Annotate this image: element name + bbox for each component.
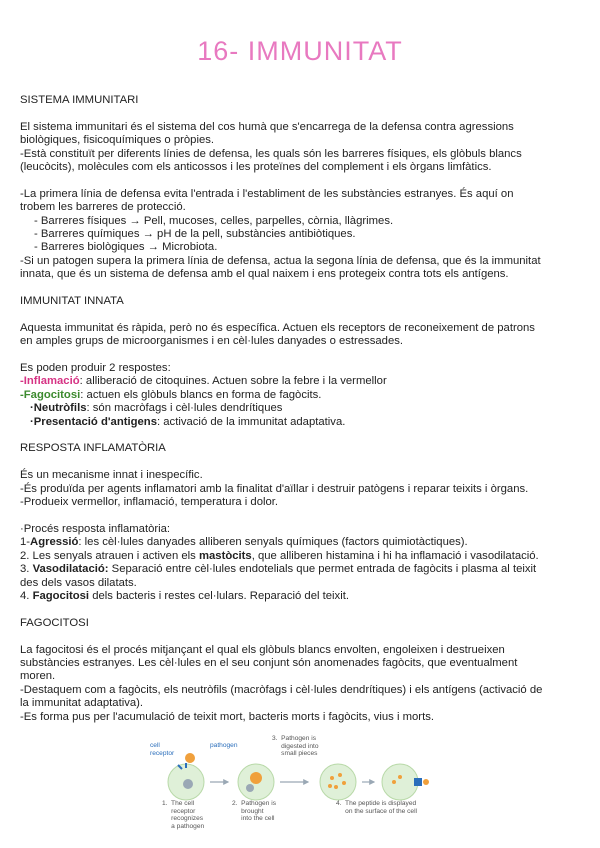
label-step-2: 2. Pathogen is brought into the cell [232,800,276,823]
term-presentacio: ·Presentació d'antigens [30,415,157,428]
step-2 [20,550,590,563]
term-text: Separació entre cèl·lules endotelials que permet entrada de fagòcits i plasma al teixit [108,563,537,576]
term-fagocitosi: -Fagocitosi [20,388,81,401]
section-heading-sistema: SISTEMA IMMUNITARI [20,94,139,106]
step-number: 4. [20,589,33,602]
bullet-item: - Barreres biològiques → Microbiota. [34,241,218,254]
paragraph-line: -Es forma pus per l'acumulació de teixit mort, bacteris morts i fagòcits, vius i morts. [20,710,434,723]
paragraph-line: moren. [20,670,56,683]
paragraph-line: -Destaquem com a fagòcits, els neutròfils (macròfags i cèl·lules dendrítiques) i els antígens (activació de [20,683,543,696]
response-fagocitosi [20,389,590,402]
step-number: 3. [20,563,33,576]
label-pathogen: pathogen [210,742,238,749]
page-title: 16- IMMUNITAT [197,36,403,66]
phagocytosis-diagram [148,732,438,842]
sub-item-presentacio [20,416,590,429]
term-mastocits: mastòcits [198,549,252,562]
label-step-4: 4. The peptide is displayed on the surface of the cell [336,800,418,815]
step-3 [20,563,590,576]
term-text: dels bacteris i restes cel·lulars. Reparació del teixit. [89,589,349,602]
paragraph-line: És un mecanisme innat i inespecífic. [20,469,203,482]
term-inflamacio: -Inflamació [20,375,80,388]
step-1 [20,536,590,549]
term-fagocitosi-step: Fagocitosi [32,589,90,602]
cell-step-4 [382,764,429,800]
term-text: : actuen els glòbuls blancs en forma de fagòcits. [80,388,322,401]
cell-step-1 [168,753,204,800]
paragraph-line: Es poden produir 2 respostes: [20,362,171,375]
label-cell-receptor: cell receptor [150,742,175,757]
paragraph-line: La fagocitosi és el procés mitjançant el qual els glòbuls blancs envolten, engoleixen i destrueixen [20,643,505,656]
term-vasodilatacio: Vasodilatació: [32,563,109,576]
paragraph-line: (leucòcits), molècules com els anticossos i les proteïnes del complement i els òrgans limfàtics. [20,161,492,174]
paragraph-line: -És produïda per agents inflamatori amb la finalitat d'aïllar i destruir patògens i reparar teixits i òrgans. [20,482,529,495]
paragraph-line: Aquesta immunitat és ràpida, però no és específica. Actuen els receptors de reconeixement de patrons [20,321,535,334]
bullet-item: - Barreres químiques → pH de la pell, substàncies antibiòtiques. [34,228,356,241]
paragraph-line: des dels vasos dilatats. [20,576,137,589]
document-body [20,94,590,724]
section-heading-fagocitosi: FAGOCITOSI [20,616,89,629]
term-neutrofils: ·Neutròfils [30,402,87,415]
term-text: : activació de la immunitat adaptativa. [157,415,346,428]
term-text: : són macròfags i cèl·lules dendrítiques [86,402,283,415]
label-step-3: 3. Pathogen is digested into small pieces [272,735,319,758]
paragraph-line: innata, que és un sistema de defensa amb el qual naixem i ens protegeix contra tots els antígens. [20,268,509,281]
sub-item-neutrofils [20,402,590,415]
term-agressio: Agressió [30,536,79,549]
section-heading-innata: IMMUNITAT INNATA [20,295,124,308]
paragraph-line: ·Procés resposta inflamatòria: [20,522,171,535]
paragraph-line: -La primera línia de defensa evita l'entrada i l'establiment de les substàncies estranyes. És aquí on [20,187,514,200]
cell-step-3 [320,764,356,800]
paragraph-line: -Està constituït per diferents línies de defensa, les quals són les barreres físiques, els glòbuls blancs [20,147,522,160]
paragraph-line: -Produeix vermellor, inflamació, temperatura i dolor. [20,496,279,509]
label-step-1: 1. The cell receptor recognizes a pathogen [162,800,205,830]
section-heading-resposta: RESPOSTA INFLAMATÒRIA [20,442,166,455]
term-text: : les cèl·lules danyades alliberen senyals químiques (factors quimiotàctiques). [78,536,468,549]
bullet-item: - Barreres físiques → Pell, mucoses, celles, parpelles, còrnia, llàgrimes. [34,214,394,227]
paragraph-line: la immunitat adaptativa). [20,697,144,710]
term-text: , que alliberen histamina i hi ha inflamació i vasodilatació. [251,549,539,562]
step-4 [20,590,590,603]
cell-step-2 [238,764,274,800]
paragraph-line: en amples grups de microorganismes i en cèl·lules danyades o estressades. [20,335,404,348]
response-inflamacio [20,375,590,388]
paragraph-line: El sistema immunitari és el sistema del cos humà que s'encarrega de la defensa contra agressions [20,120,514,133]
paragraph-line: -Si un patogen supera la primera línia de defensa, actua la segona línia de defensa, que és la immunitat [20,254,541,267]
term-text: : alliberació de citoquines. Actuen sobre la febre i la vermellor [79,375,387,388]
paragraph-line: trobem les barreres de protecció. [20,201,186,214]
paragraph-line: biològiques, fisicoquímiques o pròpies. [20,134,215,147]
step-number: 1- [20,536,31,549]
paragraph-line: substàncies estranyes. Les cèl·lules en el seu conjunt són anomenades fagòcits, que eventualment [20,656,518,669]
term-text: 2. Les senyals atrauen i activen els [20,549,199,562]
